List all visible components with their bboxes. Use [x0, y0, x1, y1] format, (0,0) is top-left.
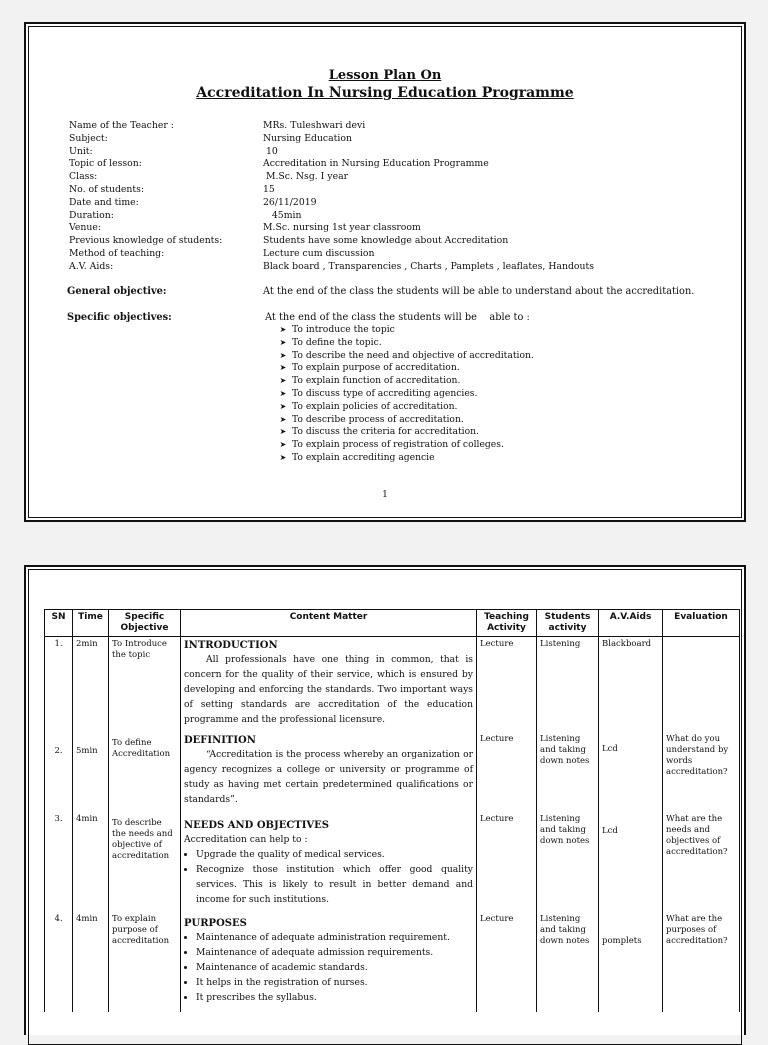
table-header-row	[45, 610, 740, 637]
column-header-av-aids: A.V.Aids	[599, 610, 663, 637]
arrow-bullet-icon: ➤	[279, 350, 287, 360]
info-row	[69, 222, 719, 235]
row-students-activity: Listening and taking down notes	[537, 812, 599, 912]
content-paragraph: “Accreditation is the process whereby an organization or agency recognizes a college or university or programme of study as having met certain predetermined qualifications or standards”.	[184, 748, 473, 805]
info-label: A.V. Aids:	[69, 260, 114, 272]
row-evaluation: What do you understand by words accreditation?	[663, 732, 740, 812]
row-teaching-activity: Lecture	[477, 912, 537, 1012]
lesson-plan-page-1	[24, 22, 746, 522]
info-row	[69, 210, 719, 223]
content-heading: PURPOSES	[184, 917, 247, 929]
row-evaluation	[663, 637, 740, 732]
row-teaching-activity: Lecture	[477, 812, 537, 912]
content-heading: DEFINITION	[184, 734, 256, 746]
content-heading: INTRODUCTION	[184, 640, 278, 651]
column-header-specific-objective: Specific Objective	[109, 610, 181, 637]
info-value: 26/11/2019	[263, 196, 317, 208]
row-content	[181, 732, 477, 812]
list-item: ➤ To explain function of accreditation.	[274, 375, 534, 388]
row-objective: To explain purpose of accreditation	[109, 912, 181, 1012]
row-teaching-activity: Lecture	[477, 732, 537, 812]
list-item: • Recognize those institution which offer good quality services. This is likely to result in better demand and income for such institutions.	[196, 862, 473, 907]
content-lead: Accreditation can help to :	[184, 833, 308, 845]
row-time: 5min	[73, 732, 109, 812]
row-objective: To Introduce the topic	[109, 637, 181, 732]
row-time: 2min	[73, 637, 109, 732]
table-row	[45, 912, 740, 1012]
list-item: ➤ To describe the need and objective of accreditation.	[274, 350, 534, 363]
row-evaluation: What are the needs and objectives of accreditation?	[663, 812, 740, 912]
info-value: M.Sc. Nsg. I year	[263, 171, 349, 183]
row-sn: 3.	[45, 812, 73, 912]
list-item: ➤ To explain policies of accreditation.	[274, 401, 534, 414]
row-sn: 1.	[45, 637, 73, 732]
list-item: ➤ To describe process of accreditation.	[274, 414, 534, 427]
info-label: Duration:	[69, 209, 114, 221]
document-subtitle: Accreditation In Nursing Education Programme	[196, 85, 574, 101]
row-objective: To describe the needs and objective of accreditation	[109, 812, 181, 912]
info-value: Lecture cum discussion	[263, 247, 375, 259]
list-item: • Maintenance of adequate admission requirements.	[196, 945, 473, 960]
lesson-info-block	[69, 120, 719, 274]
content-bullet-list	[184, 847, 473, 907]
list-item: ➤ To explain accrediting agencie	[274, 452, 534, 465]
row-students-activity: Listening and taking down notes	[537, 732, 599, 812]
info-label: Topic of lesson:	[69, 158, 142, 170]
column-header-time: Time	[73, 610, 109, 637]
info-value: M.Sc. nursing 1st year classroom	[263, 222, 421, 234]
specific-objectives-intro: At the end of the class the students will be able to :	[265, 312, 530, 323]
arrow-bullet-icon: ➤	[279, 440, 287, 450]
info-label: Method of teaching:	[69, 247, 165, 259]
list-item: ➤ To discuss type of accrediting agencies.	[274, 388, 534, 401]
arrow-bullet-icon: ➤	[279, 376, 287, 386]
info-label: Class:	[69, 171, 98, 183]
list-item: ➤ To introduce the topic	[274, 324, 534, 337]
row-sn: 4.	[45, 912, 73, 1012]
info-value: 15	[263, 183, 275, 195]
column-header-students-activity: Students activity	[537, 610, 599, 637]
list-item: ➤ To explain purpose of accreditation.	[274, 362, 534, 375]
info-row	[69, 133, 719, 146]
info-label: Name of the Teacher :	[69, 120, 174, 131]
row-av-aids: Blackboard	[599, 637, 663, 732]
info-value: 45min	[263, 209, 302, 221]
info-label: Venue:	[69, 222, 101, 234]
row-teaching-activity: Lecture	[477, 637, 537, 732]
info-row	[69, 248, 719, 261]
row-time: 4min	[73, 912, 109, 1012]
arrow-bullet-icon: ➤	[279, 427, 287, 437]
info-row	[69, 146, 719, 159]
list-item: • Maintenance of adequate administration requirement.	[196, 930, 473, 945]
general-objective-text: At the end of the class the students will be able to understand about the accreditation.	[263, 286, 695, 297]
arrow-bullet-icon: ➤	[279, 363, 287, 373]
info-value: MRs. Tuleshwari devi	[263, 120, 366, 131]
lesson-plan-table	[44, 609, 740, 1012]
list-item: • It helps in the registration of nurses.	[196, 975, 473, 990]
row-sn: 2.	[45, 732, 73, 812]
info-label: Previous knowledge of students:	[69, 235, 223, 247]
info-value: Accreditation in Nursing Education Programme	[263, 158, 489, 170]
column-header-teaching-activity: Teaching Activity	[477, 610, 537, 637]
general-objective-label: General objective:	[67, 286, 167, 297]
row-students-activity: Listening	[537, 637, 599, 732]
list-item: ➤ To discuss the criteria for accreditation.	[274, 426, 534, 439]
row-av-aids: pomplets	[599, 912, 663, 1012]
info-label: Date and time:	[69, 196, 139, 208]
specific-objectives-label: Specific objectives:	[67, 312, 172, 323]
page-number: 1	[382, 490, 388, 500]
row-objective: To define Accreditation	[109, 732, 181, 812]
info-row	[69, 158, 719, 171]
document-title: Lesson Plan On	[328, 68, 442, 83]
info-value: Black board , Transparencies , Charts , Pamplets , leaflates, Handouts	[263, 260, 595, 272]
info-row	[69, 184, 719, 197]
info-label: No. of students:	[69, 183, 145, 195]
info-value: 10	[263, 145, 278, 157]
list-item: • It prescribes the syllabus.	[196, 990, 473, 1005]
info-label: Unit:	[69, 145, 93, 157]
list-item: • Maintenance of academic standards.	[196, 960, 473, 975]
info-value: Nursing Education	[263, 132, 352, 144]
table-row	[45, 732, 740, 812]
row-students-activity: Listening and taking down notes	[537, 912, 599, 1012]
column-header-content-matter: Content Matter	[181, 610, 477, 637]
row-av-aids: Lcd	[599, 732, 663, 812]
info-row	[69, 120, 719, 133]
arrow-bullet-icon: ➤	[279, 388, 287, 398]
row-time: 4min	[73, 812, 109, 912]
content-bullet-list	[184, 930, 473, 1005]
info-value: Students have some knowledge about Accreditation	[263, 235, 509, 247]
row-av-aids: Lcd	[599, 812, 663, 912]
arrow-bullet-icon: ➤	[279, 452, 287, 462]
info-row	[69, 235, 719, 248]
list-item: • Upgrade the quality of medical services.	[196, 847, 473, 862]
table-row	[45, 812, 740, 912]
list-item: ➤ To explain process of registration of colleges.	[274, 439, 534, 452]
row-evaluation: What are the purposes of accreditation?	[663, 912, 740, 1012]
row-content	[181, 912, 477, 1012]
table-row	[45, 637, 740, 732]
lesson-plan-page-2	[24, 565, 746, 1035]
specific-objectives-list	[274, 324, 534, 465]
content-heading: NEEDS AND OBJECTIVES	[184, 819, 330, 831]
row-content	[181, 812, 477, 912]
column-header-evaluation: Evaluation	[663, 610, 740, 637]
row-content	[181, 637, 477, 732]
arrow-bullet-icon: ➤	[279, 401, 287, 411]
info-row	[69, 261, 719, 274]
arrow-bullet-icon: ➤	[279, 337, 287, 347]
info-label: Subject:	[69, 132, 108, 144]
list-item: ➤ To define the topic.	[274, 337, 534, 350]
column-header-sn: SN	[45, 610, 73, 637]
content-paragraph: All professionals have one thing in common, that is concern for the quality of their service, which is ensured by developing and enforcing the standards. Two important ways of setting standards are accreditation of the education programme and the professional licensure.	[184, 654, 473, 725]
arrow-bullet-icon: ➤	[279, 325, 287, 334]
info-row	[69, 171, 719, 184]
info-row	[69, 197, 719, 210]
arrow-bullet-icon: ➤	[279, 414, 287, 424]
